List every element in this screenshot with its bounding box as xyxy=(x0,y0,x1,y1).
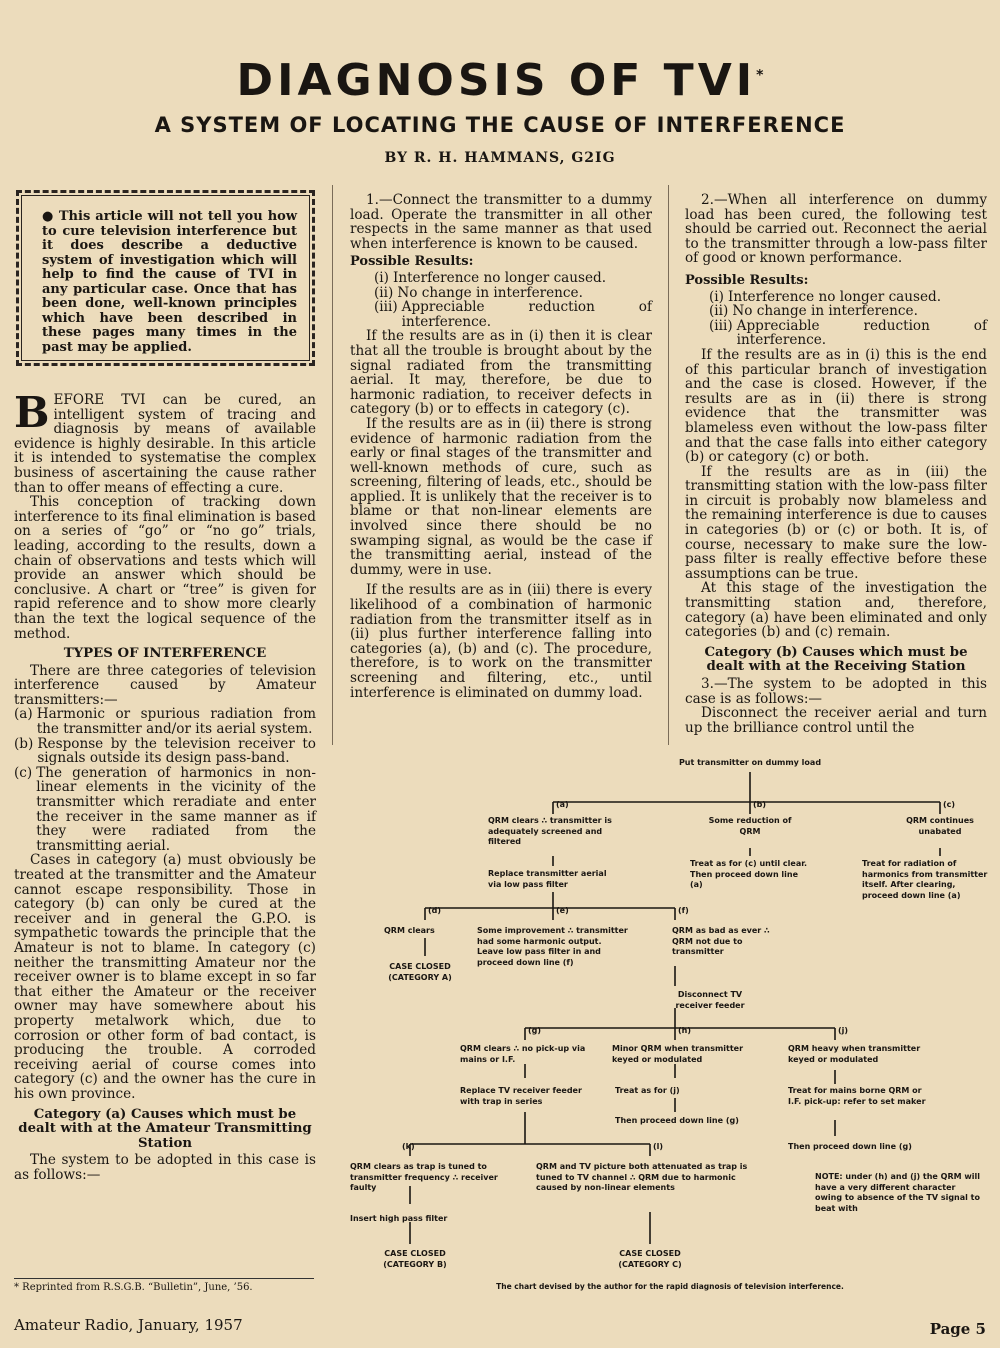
list-text: Harmonic or spurious radiation from the transmitter and/or its aerial system. xyxy=(36,706,316,738)
flow-chart xyxy=(340,752,1000,1312)
col3-results-list xyxy=(685,290,987,348)
chart-node-h2: Treat as for (j) xyxy=(615,1086,680,1095)
chart-node-k3: CASE CLOSED (CATEGORY B) xyxy=(383,1249,447,1269)
chart-node-g2: Replace TV receiver feeder with trap in series xyxy=(460,1086,582,1106)
chart-node-k1: QRM clears as trap is tuned to transmitter frequency ∴ receiver faulty xyxy=(350,1162,498,1192)
chart-node-b2: Treat as for (c) until clear. Then proceed down line (a) xyxy=(690,859,808,889)
byline: BY R. H. HAMMANS, G2IG xyxy=(384,150,616,166)
chart-node-start: Put transmitter on dummy load xyxy=(678,758,822,767)
chart-node-l2: CASE CLOSED (CATEGORY C) xyxy=(618,1249,682,1269)
list-marker: (i) xyxy=(374,269,389,286)
col3-results-label: Possible Results: xyxy=(685,272,809,288)
chart-node-f2: Disconnect TV receiver feeder xyxy=(675,990,745,1010)
chart-label-h: (h) xyxy=(678,1026,692,1035)
chart-label-j: (j) xyxy=(838,1026,849,1035)
list-item xyxy=(374,286,652,301)
list-item xyxy=(709,304,987,319)
chart-note: NOTE: under (h) and (j) the QRM will have a very different character owing to absence of the TV signal to beat with xyxy=(815,1172,980,1213)
intro-box-inner xyxy=(21,195,310,361)
column-3 xyxy=(685,193,987,735)
chart-node-j3: Then proceed down line (g) xyxy=(788,1142,912,1151)
chart-node-d2: CASE CLOSED (CATEGORY A) xyxy=(388,962,452,982)
list-text: Interference no longer caused. xyxy=(727,288,942,305)
types-list xyxy=(14,707,316,853)
list-marker: (ii) xyxy=(374,284,394,301)
list-item xyxy=(14,707,316,736)
title-footnote-mark: * xyxy=(756,67,764,84)
footer-publication: Amateur Radio, January, 1957 xyxy=(14,1316,243,1334)
col2-para-1: 1.—Connect the transmitter to a dummy load. Operate the transmitter in all other respects in the same manner as that used when interference is known to be caused. xyxy=(350,192,652,252)
list-marker: (a) xyxy=(14,706,33,723)
list-text: The generation of harmonics in non-linear elements in the vicinity of the transmitter which reradiate and enter the receiver in the same manner as if they were radiated from the transmitting aerial. xyxy=(36,764,316,854)
column-2 xyxy=(350,193,652,700)
list-marker: (ii) xyxy=(709,303,729,320)
col1-para-4: Cases in category (a) must obviously be treated at the transmitter and the Amateur cannot escape responsibility. Those in category (b) can only be cured at the receiver and in general the G.P.O. is sympathetic towards the principle that the Amateur is not to blame. In category (c) neither the transmitting Amateur nor the receiver owner is to blame except in so far that either the Amateur or the receiver owner may have somewhere about his property metalwork which, due to corrosion or other form of bad contact, is producing the trouble. A corroded receiving aerial of course comes into category (c) and the owner has the cure in his own province. xyxy=(14,852,316,1102)
list-text: Appreciable reduction of interference. xyxy=(401,299,652,330)
col3-para-2: If the results are as in (i) this is the end of this particular branch of investigation and the case is closed. However, if the results are as in (ii) there is strong evidence that the transmitter was blameless even without the low-pass filter and that the case falls into either category (b) or category (c) or both. xyxy=(685,346,987,466)
col1-para-2: This conception of tracking down interference to its final elimination is based on a series of “go” or “no go” trials, leading, according to the results, down a chain of observations and tests which will provide an answer which should be conclusive. A chart or “tree” is given for rapid reference and to show more clearly than the text the logical sequence of the method. xyxy=(14,494,316,642)
chart-node-h3: Then proceed down line (g) xyxy=(615,1116,739,1125)
list-item xyxy=(14,737,316,766)
col2-para-3: If the results are as in (ii) there is strong evidence of harmonic radiation from the early or final stages of the transmitter and well-known methods of cure, such as screening, filtering of leads, etc., should be applied. It is unlikely that the receiver is to blame or that non-linear elements are involved since there should be no swamping signal, as would be the case if the transmitting aerial, instead of the dummy, were in use. xyxy=(350,415,652,578)
col3-para-1: 2.—When all interference on dummy load has been cured, the following test should be carried out. Reconnect the aerial to the transmitter through a low-pass filter of good or known performance. xyxy=(685,192,987,267)
page-title xyxy=(0,55,1000,106)
chart-label-e: (e) xyxy=(556,906,569,915)
chart-label-d: (d) xyxy=(428,906,442,915)
chart-node-e1: Some improvement ∴ transmitter had some harmonic output. Leave low pass filter in and proceed down line (f) xyxy=(477,926,628,967)
col3-para-4: At this stage of the investigation the transmitting station and, therefore, category (a) have been eliminated and only categories (b) and (c) remain. xyxy=(685,580,987,641)
list-text: No change in interference. xyxy=(732,303,918,320)
chart-node-l1: QRM and TV picture both attenuated as trap is tuned to TV channel ∴ QRM due to harmonic caused by non-linear elements xyxy=(536,1162,748,1192)
list-marker: (iii) xyxy=(709,317,733,334)
list-marker: (b) xyxy=(14,735,34,752)
bullet-icon: ● xyxy=(42,209,59,224)
chart-label-f: (f) xyxy=(678,906,689,915)
column-rule xyxy=(668,185,669,745)
list-marker: (i) xyxy=(709,288,724,305)
col2-para-2: If the results are as in (i) then it is clear that all the trouble is brought about by the signal radiated from the transmitting aerial. It may, therefore, be due to harmonic radiation, to receiver defects in category (b) or to effects in category (c). xyxy=(350,328,652,418)
chart-label-k: (k) xyxy=(402,1142,415,1151)
chart-node-b1: Some reduction of QRM xyxy=(708,816,792,836)
chart-node-d1: QRM clears xyxy=(384,926,435,935)
chart-node-g1: QRM clears ∴ no pick-up via mains or I.F. xyxy=(460,1044,586,1064)
column-rule xyxy=(332,185,333,745)
col3-heading-category-b: Category (b) Causes which must be dealt with at the Receiving Station xyxy=(704,644,968,675)
title-text: DIAGNOSIS OF TVI xyxy=(236,55,757,106)
list-marker: (iii) xyxy=(374,299,398,316)
chart-label-c: (c) xyxy=(943,800,956,809)
list-item xyxy=(709,290,987,305)
chart-label-b: (b) xyxy=(753,800,767,809)
footer-page-number: Page 5 xyxy=(929,1320,986,1338)
list-item xyxy=(14,766,316,854)
list-item xyxy=(374,300,652,329)
col1-para-1-text: EFORE TVI can be cured, an intelligent system of tracing and diagnosis by means of available evidence is highly desirable. In this article it is intended to systematise the complex business of ascertaining the cause rather than to offer means of effecting a cure. xyxy=(14,392,316,496)
list-text: Appreciable reduction of interference. xyxy=(736,317,987,349)
col1-heading-category-a: Category (a) Causes which must be dealt with at the Amateur Transmitting Station xyxy=(18,1106,312,1151)
col3-para-5: 3.—The system to be adopted in this case is as follows:— xyxy=(685,676,987,707)
footnote: * Reprinted from R.S.G.B. “Bulletin”, June, ’56. xyxy=(14,1278,314,1293)
chart-node-f1: QRM as bad as ever ∴ QRM not due to transmitter xyxy=(672,926,770,956)
list-item xyxy=(709,319,987,348)
chart-node-h1: Minor QRM when transmitter keyed or modulated xyxy=(612,1044,744,1064)
col3-para-3: If the results are as in (iii) the transmitting station with the low-pass filter in circuit is probably now blameless and the remaining interference is due to causes in categories (b) or (c) or both. It is, of course, necessary to make sure the low-pass filter is really effective before these assumptions can be true. xyxy=(685,463,987,582)
col2-para-4: If the results are as in (iii) there is every likelihood of a combination of harmonic radiation from the transmitter itself as in (ii) plus further interference falling into categories (a), (b) and (c). The procedure, therefore, is to work on the transmitter screening and filtering, etc., until interference is eliminated on dummy load. xyxy=(350,582,652,701)
list-marker: (c) xyxy=(14,764,33,781)
chart-label-g: (g) xyxy=(528,1026,542,1035)
chart-node-a1: QRM clears ∴ transmitter is adequately screened and filtered xyxy=(488,816,612,846)
chart-node-k2: Insert high pass filter xyxy=(350,1214,448,1223)
chart-node-c1: QRM continues unabated xyxy=(906,816,974,836)
col1-para-5: The system to be adopted in this case is as follows:— xyxy=(14,1152,316,1183)
list-item xyxy=(374,271,652,286)
col1-para-1 xyxy=(14,388,316,496)
list-text: Interference no longer caused. xyxy=(392,269,607,286)
list-text: Response by the television receiver to signals outside its design pass-band. xyxy=(37,735,316,767)
subtitle: A SYSTEM OF LOCATING THE CAUSE OF INTERFERENCE xyxy=(154,113,846,137)
col2-results-list xyxy=(350,271,652,329)
col1-para-3: There are three categories of television interference caused by Amateur transmitters:— xyxy=(14,662,316,708)
col3-para-6: Disconnect the receiver aerial and turn up the brilliance control until the xyxy=(685,705,987,736)
intro-box xyxy=(16,190,315,366)
chart-node-j1: QRM heavy when transmitter keyed or modulated xyxy=(788,1044,921,1064)
chart-node-j2: Treat for mains borne QRM or I.F. pick-up: refer to set maker xyxy=(788,1086,926,1106)
col1-heading-types: TYPES OF INTERFERENCE xyxy=(63,646,267,662)
chart-label-a: (a) xyxy=(556,800,569,809)
list-text: No change in interference. xyxy=(397,284,583,301)
chart-node-a2: Replace transmitter aerial via low pass filter xyxy=(488,869,607,889)
chart-label-l: (l) xyxy=(653,1142,664,1151)
col2-results-label: Possible Results: xyxy=(350,254,474,270)
column-1 xyxy=(14,388,316,1183)
chart-caption: The chart devised by the author for the rapid diagnosis of television interference. xyxy=(496,1282,844,1291)
intro-text: This article will not tell you how to cure television interference but it does describe a deductive system of investigation which will help to find the cause of TVI in any particular case. Once that has been done, well-known principles which have been described in these pages many times in the past may be applied. xyxy=(42,209,298,355)
drop-cap: B xyxy=(14,388,50,437)
chart-node-c2: Treat for radiation of harmonics from transmitter itself. After clearing, proceed down line (a) xyxy=(862,859,988,900)
